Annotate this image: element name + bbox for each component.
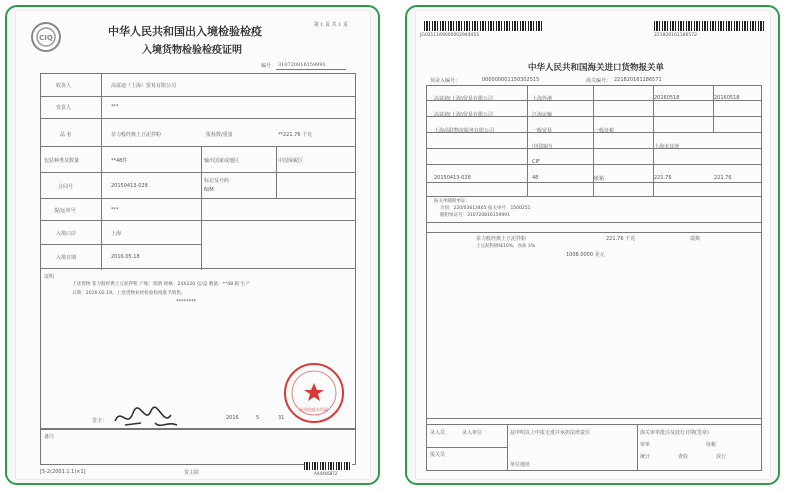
row-label-package: 包装种类及数量 (44, 158, 80, 164)
footer-serial: AA4466872 (314, 471, 338, 476)
field-remark-2: 合同：220/03613465 报关单号：1500251 (440, 206, 531, 211)
field-net-weight: 221.76 (714, 175, 732, 181)
barcode-left (424, 21, 544, 31)
proof-text-1: 上述货物 菲力般经典土豆泥拌粉 产地：瑞典 规格：24X220 克/盒 数量：**48 箱 生产 (72, 282, 250, 287)
item-origin: 瑞典 (690, 236, 701, 242)
footer-review: 审单 (640, 442, 651, 448)
svg-text:CIQ: CIQ (39, 34, 53, 42)
row-label-origin: 输出国家或地区 (204, 158, 240, 164)
row-value-goods: 菲力般经典土豆泥拌粉 (111, 132, 162, 138)
field-pack-type: 纸箱 (594, 176, 605, 182)
item-total: 1008.0000 美元 (566, 252, 605, 258)
field-tax-nature: 一般征税 (594, 128, 615, 134)
signature-label: 签字： (92, 418, 108, 424)
footer-entry-unit: 录入单位 (462, 430, 483, 436)
row-label-contract: 合同号 (58, 184, 74, 190)
customs-title: 中华人民共和国海关进口货物报关单 (528, 63, 665, 73)
item-spec: 土豆泥粉调味10%，食盐 3% (476, 244, 536, 249)
row-label-consignor: 发货人 (56, 105, 72, 111)
row-value-package: **48件 (111, 158, 128, 164)
date-day: 31 (278, 415, 285, 421)
row-label-bl: 提/运单号 (54, 208, 76, 214)
svg-text:检验检疫专用章: 检验检疫专用章 (300, 407, 328, 412)
proof-label: 证明 (44, 274, 55, 280)
item-qty: 221.76 千克 (606, 236, 636, 242)
row-value-origin: 中国保税区 (278, 158, 304, 164)
field-consignee: 高富迪(上海)贸易有限公司 (434, 112, 493, 118)
field-gross-weight: 221.76 (654, 175, 672, 181)
remarks-label: 备注 (44, 434, 55, 440)
row-value-bl: *** (111, 207, 119, 213)
row-label-date: 入境日期 (56, 255, 77, 261)
field-importer: 高富迪(上海)贸易有限公司 (434, 96, 493, 102)
field-contract: 20150413-028 (434, 175, 471, 181)
barcode-left-text: JG0211169000002944451 (420, 33, 480, 38)
row-value-weight: **221.76 千克 (278, 132, 313, 138)
field-port: 上海外港 (532, 96, 553, 102)
footer-inspect: 查验 (678, 454, 689, 460)
customs-no-value: 221820161186571 (614, 77, 662, 83)
number-underline (276, 69, 346, 70)
row-value-consignor: *** (111, 104, 119, 110)
field-declare-date: 20160518 (714, 95, 740, 101)
field-country: 中国境内 (532, 144, 553, 150)
page-label: 第 1 页 共 1 页 (313, 22, 348, 28)
proof-stars: ******** (176, 299, 196, 305)
certificate-table (40, 73, 356, 269)
field-terms: CIF (532, 159, 540, 165)
row-label-consignee: 收货人 (56, 83, 72, 89)
remarks-box (40, 429, 356, 465)
certificate-paper (16, 11, 370, 479)
number-label: 编号 (261, 63, 272, 69)
preentry-label: 预录入编号： (430, 78, 461, 84)
row-value-date: 2016.05.18 (111, 254, 140, 260)
field-import-date: 20160518 (654, 95, 680, 101)
field-transport: 江海运输 (532, 112, 553, 118)
customs-no-label: 海关编号： (586, 78, 612, 84)
barcode-right (654, 21, 764, 31)
inspection-seal-icon (282, 361, 346, 425)
footer-statement: 兹申明以上申报无讹并承担法律责任 (510, 430, 591, 436)
row-label-marks: 标记及号码 (204, 178, 230, 184)
row-value-contract: 20150413-028 (111, 183, 148, 189)
row-label-port: 入境口岸 (56, 231, 77, 237)
field-remark-3: 随附单证号：310720816159991 (440, 213, 510, 218)
field-destination: 上海市其他 (654, 144, 680, 150)
row-value-consignee: 高富迪（上海）贸易有限公司 (111, 83, 177, 89)
footer-customs-note: 海关审单批注及放行日期(签章) (640, 430, 709, 436)
footer-release: 放行 (716, 454, 727, 460)
proof-text-2: 日期：2016.02.19。上述货物业经检验检疫准予销售。 (72, 291, 186, 296)
row-value-port: 上海 (111, 231, 122, 237)
footer-code: [5-2(2001.1.1)×1] (40, 469, 86, 475)
handwritten-signature (111, 403, 181, 431)
field-remark-1: 报关单随附单证： (434, 199, 470, 204)
row-value-marks: N/M (204, 187, 214, 193)
field-agent: 上海高联物流服务有限公司 (434, 128, 495, 134)
certificate-title-sub: 入境货物检验检疫证明 (142, 45, 242, 56)
barcode-right-text: 221820161186572 (654, 33, 697, 38)
certificate-frame (5, 5, 380, 485)
footer-declarer: 报关员 (430, 452, 446, 458)
footer-unit-address: 单位地址 (510, 462, 531, 468)
date-month: 5 (256, 415, 260, 421)
customs-paper (416, 11, 770, 479)
footer-tax: 征税 (706, 442, 717, 448)
date-year: 2016 (226, 415, 239, 421)
field-trade-mode: 一般贸易 (532, 128, 553, 134)
customs-frame (405, 5, 780, 485)
preentry-value: 000000001150302515 (482, 77, 540, 83)
row-label-weight: 报检数/重量 (206, 132, 233, 138)
footer-entry-person: 录入员 (430, 430, 446, 436)
footer-text: 货主联 (184, 470, 200, 476)
footer-stats: 统计 (640, 454, 651, 460)
field-packages: 48 (532, 175, 539, 181)
number-value: 310720816159991 (278, 62, 326, 68)
footer-barcode (304, 462, 352, 470)
item-name: 菲力般经典土豆泥拌粉 (476, 236, 527, 242)
certificate-title-main: 中华人民共和国出入境检验检疫 (108, 25, 262, 38)
ciq-logo-icon (30, 21, 62, 53)
row-label-goods: 品 名 (60, 132, 72, 138)
